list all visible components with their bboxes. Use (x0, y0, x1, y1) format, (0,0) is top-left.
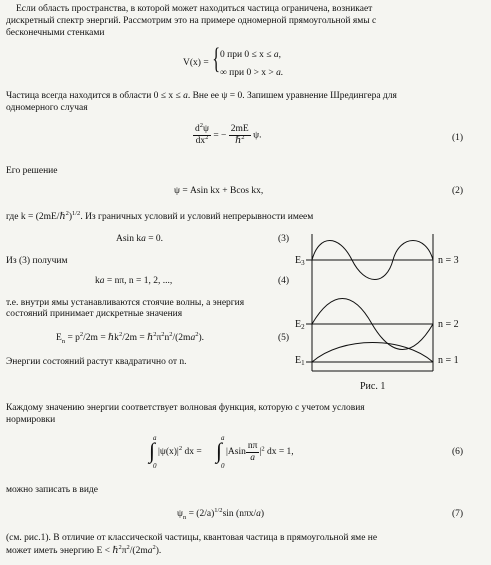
equation-2: ψ = Asin kx + Bcos kx, (174, 186, 264, 196)
para4-line-2: состояний принимает дискретные значения (6, 309, 183, 319)
n1-label: n = 1 (438, 355, 459, 366)
integral-2-icon: ∫ (216, 438, 223, 463)
para6-line-1: (см. рис.1). В отличие от классической частицы, квантовая частица в прямоугольной яме не (6, 533, 378, 543)
para6-line-2: может иметь энергию $E < \hbar^2\pi^2/(2ma^2)$. (6, 543, 162, 556)
n3-label: n = 3 (438, 255, 459, 266)
potential-lhs: V(x) = (183, 58, 209, 68)
n2-label: n = 2 (438, 319, 459, 330)
potential-brace: { (212, 41, 221, 75)
para5-line-1: Каждому значению энергии соответствует волновая функция, которую с учетом условия (6, 403, 365, 413)
equation-6-number: (6) (452, 447, 464, 457)
equation-5-number: (5) (278, 333, 290, 343)
equation-2-number: (2) (452, 186, 464, 196)
canwrite-label: можно записать в виде (6, 485, 98, 495)
equation-7-number: (7) (452, 509, 464, 519)
figure-1 (292, 232, 472, 392)
from3-label: Из (3) получим (6, 256, 68, 266)
intro-line-3: бесконечными стенками (6, 28, 105, 38)
figure-caption: Рис. 1 (360, 381, 386, 392)
equation-3: Asin ka = 0. (116, 234, 164, 244)
para3-line: где k = (2mE/ℏ$^2$)$^{1/2}$. Из граничных условий и условий непрерывности имеем (6, 209, 314, 222)
equation-4-number: (4) (278, 276, 290, 286)
integral-1-icon: ∫ (149, 438, 156, 463)
intro-line-1: Если область пространства, в которой может находиться частица ограничена, возникает (16, 4, 373, 14)
solution-label: Его решение (6, 166, 58, 176)
e3-label: $E_3$ (295, 255, 305, 267)
growth-label: Энергии состояний растут квадратично от n. (6, 357, 187, 367)
equation-3-number: (3) (278, 234, 290, 244)
equation-5: $E_n = p^2/2m$ = ℏk$^2$/2m = $\hbar^2\pi^2n^2/(2ma^2)$. (56, 330, 204, 345)
e2-label: $E_2$ (295, 319, 305, 331)
intro-line-2: дискретный спектр энергий. Рассмотрим это на примере одномерной прямоугольной ямы с (6, 16, 377, 26)
para4-line-1: т.е. внутри ямы устанавливаются стоячие волны, а энергия (6, 298, 245, 308)
para2-line-2: одномерного случая (6, 103, 88, 113)
para2-line-1: Частица всегда находится в области 0 ≤ x ≤ a. Вне ее ψ = 0. Запишем уравнение Шредингера для (6, 91, 397, 101)
potential-case-1: 0 при 0 ≤ x ≤ a, (220, 50, 281, 60)
para5-line-2: нормировки (6, 415, 56, 425)
equation-1-number: (1) (452, 133, 464, 143)
e1-label: $E_1$ (295, 355, 305, 367)
potential-case-2: ∞ при 0 > x > a. (220, 68, 284, 78)
equation-1: $\frac{d^2\psi}{dx^2}$ = − $\frac{2mE}{\hbar^2}$ ψ. (195, 121, 262, 146)
equation-6: a ∫ 0 $|\psi(x)|^2$ dx = a ∫ 0 |Asin $\frac{n\pi}{a}$ $|^2$ dx = 1, (149, 434, 294, 470)
equation-7: $\psi_n = (2/a)^{1/2}\sin$ (nπx/a) (177, 506, 265, 521)
equation-4: ka = nπ, n = 1, 2, ..., (95, 276, 173, 286)
